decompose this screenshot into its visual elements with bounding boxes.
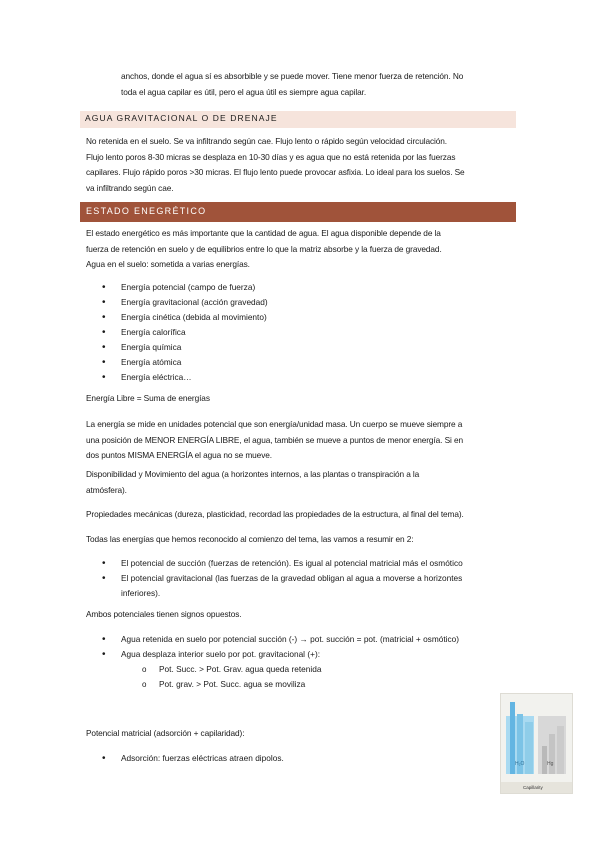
text-line: dos puntos MISMA ENERGÍA el agua no se mueve. — [86, 450, 272, 460]
intro-line: toda el agua capilar es útil, pero el agua útil es siempre agua capilar. — [121, 86, 367, 97]
energy-list — [86, 280, 516, 385]
mercury-label: Hg — [547, 761, 554, 767]
opposite-signs-line: Ambos potenciales tienen signos opuestos. — [86, 609, 242, 619]
list-item: • Agua retenida en suelo por potencial succión (-) → pot. succión = pot. (matricial + osmótico) — [86, 632, 518, 647]
list-item — [86, 556, 518, 571]
list-item: • Energía gravitacional (acción gravedad) — [86, 295, 516, 310]
text-line: atmósfera). — [86, 484, 127, 495]
matric-list — [86, 751, 486, 766]
intro-paragraph — [121, 69, 521, 100]
list-item: • Energía química — [86, 340, 516, 355]
list-item: • Energía cinética (debida al movimiento) — [86, 310, 516, 325]
mechanical-paragraph: Propiedades mecánicas (dureza, plasticidad, recordad las propiedades de la estructura, al final del tema). — [86, 509, 464, 519]
text-line: No retenida en el suelo. Se va infiltrando según cae. Flujo lento o rápido según velocidad circulación. — [86, 136, 447, 146]
capillary-tube — [542, 746, 547, 774]
measure-paragraph — [86, 417, 518, 464]
capillarity-figure — [500, 693, 573, 794]
text-line: capilares. Flujo rápido poros >30 micras. El flujo lento puede provocar asfixia. Lo ideal para los suelos. Se — [86, 167, 465, 177]
list-item-text: El potencial de succión (fuerzas de retención). Es igual al potencial matricial más el osmótico — [121, 558, 463, 568]
capillarity-illustration — [501, 694, 572, 793]
text-line: Agua en el suelo: sometida a varias energías. — [86, 259, 250, 269]
text-line: fuerza de retención en suelo y de equilibrios entre lo que la matriz absorbe y la fuerza de gravedad. — [86, 243, 442, 254]
availability-paragraph — [86, 467, 518, 498]
energy-intro-paragraph — [86, 226, 518, 273]
sign-list — [86, 632, 518, 662]
section-header-gravitational — [80, 111, 516, 128]
water-label: H₂O — [515, 761, 525, 767]
sublist-item: o Pot. Succ. > Pot. Grav. agua queda retenida — [142, 662, 482, 677]
capillary-tube — [557, 726, 564, 774]
list-item: • Agua desplaza interior suelo por pot. gravitacional (+): — [86, 647, 518, 662]
sign-sublist — [142, 662, 482, 692]
sublist-item: o Pot. grav. > Pot. Succ. agua se moviliza — [142, 677, 482, 692]
free-energy-line: Energía Libre = Suma de energías — [86, 393, 210, 403]
section-title: ESTADO ENEGRÉTICO — [86, 206, 207, 216]
figure-caption: Capillarity — [523, 785, 543, 790]
summary-paragraph: Todas las energías que hemos reconocido al comienzo del tema, las vamos a resumir en 2: — [86, 534, 414, 544]
list-item-text: inferiores). — [121, 588, 161, 598]
text-line: El estado energético es más importante que la cantidad de agua. El agua disponible depende de la — [86, 228, 441, 238]
list-item-text: • El potencial gravitacional (las fuerzas de la gravedad obligan al agua a moverse a horizontes — [121, 573, 463, 583]
text-line: Disponibilidad y Movimiento del agua (a horizontes internos, a las plantas o transpiración a la — [86, 469, 420, 479]
capillary-tube — [525, 722, 533, 774]
list-item: • Energía potencial (campo de fuerza) — [86, 280, 516, 295]
intro-line: anchos, donde el agua sí es absorbible y se puede mover. Tiene menor fuerza de retención. No — [121, 71, 464, 81]
section-header-energy — [80, 202, 516, 222]
text-line: va infiltrando según cae. — [86, 182, 174, 193]
list-item: • Adsorción: fuerzas eléctricas atraen dipolos. — [86, 751, 486, 766]
potential-list — [86, 556, 518, 601]
list-item: • Energía calorífica — [86, 325, 516, 340]
text-line: Flujo lento poros 8-30 micras se desplaza en 10-30 días y es agua que no está retenida por las fuerzas — [86, 151, 456, 162]
matric-potential-line: Potencial matricial (adsorción + capilaridad): — [86, 728, 245, 738]
text-line: una posición de MENOR ENERGÍA LIBRE, el agua, también se mueve a puntos de menor energía. Si en — [86, 434, 463, 445]
capillary-tube — [549, 734, 555, 774]
section-title: AGUA GRAVITACIONAL O DE DRENAJE — [85, 113, 278, 123]
text-line: La energía se mide en unidades potencial que son energía/unidad masa. Un cuerpo se mueve siempre a — [86, 419, 463, 429]
list-item: • Energía atómica — [86, 355, 516, 370]
gravitational-paragraph — [86, 134, 518, 196]
list-item — [86, 571, 518, 601]
list-item: • Energía eléctrica… — [86, 370, 516, 385]
